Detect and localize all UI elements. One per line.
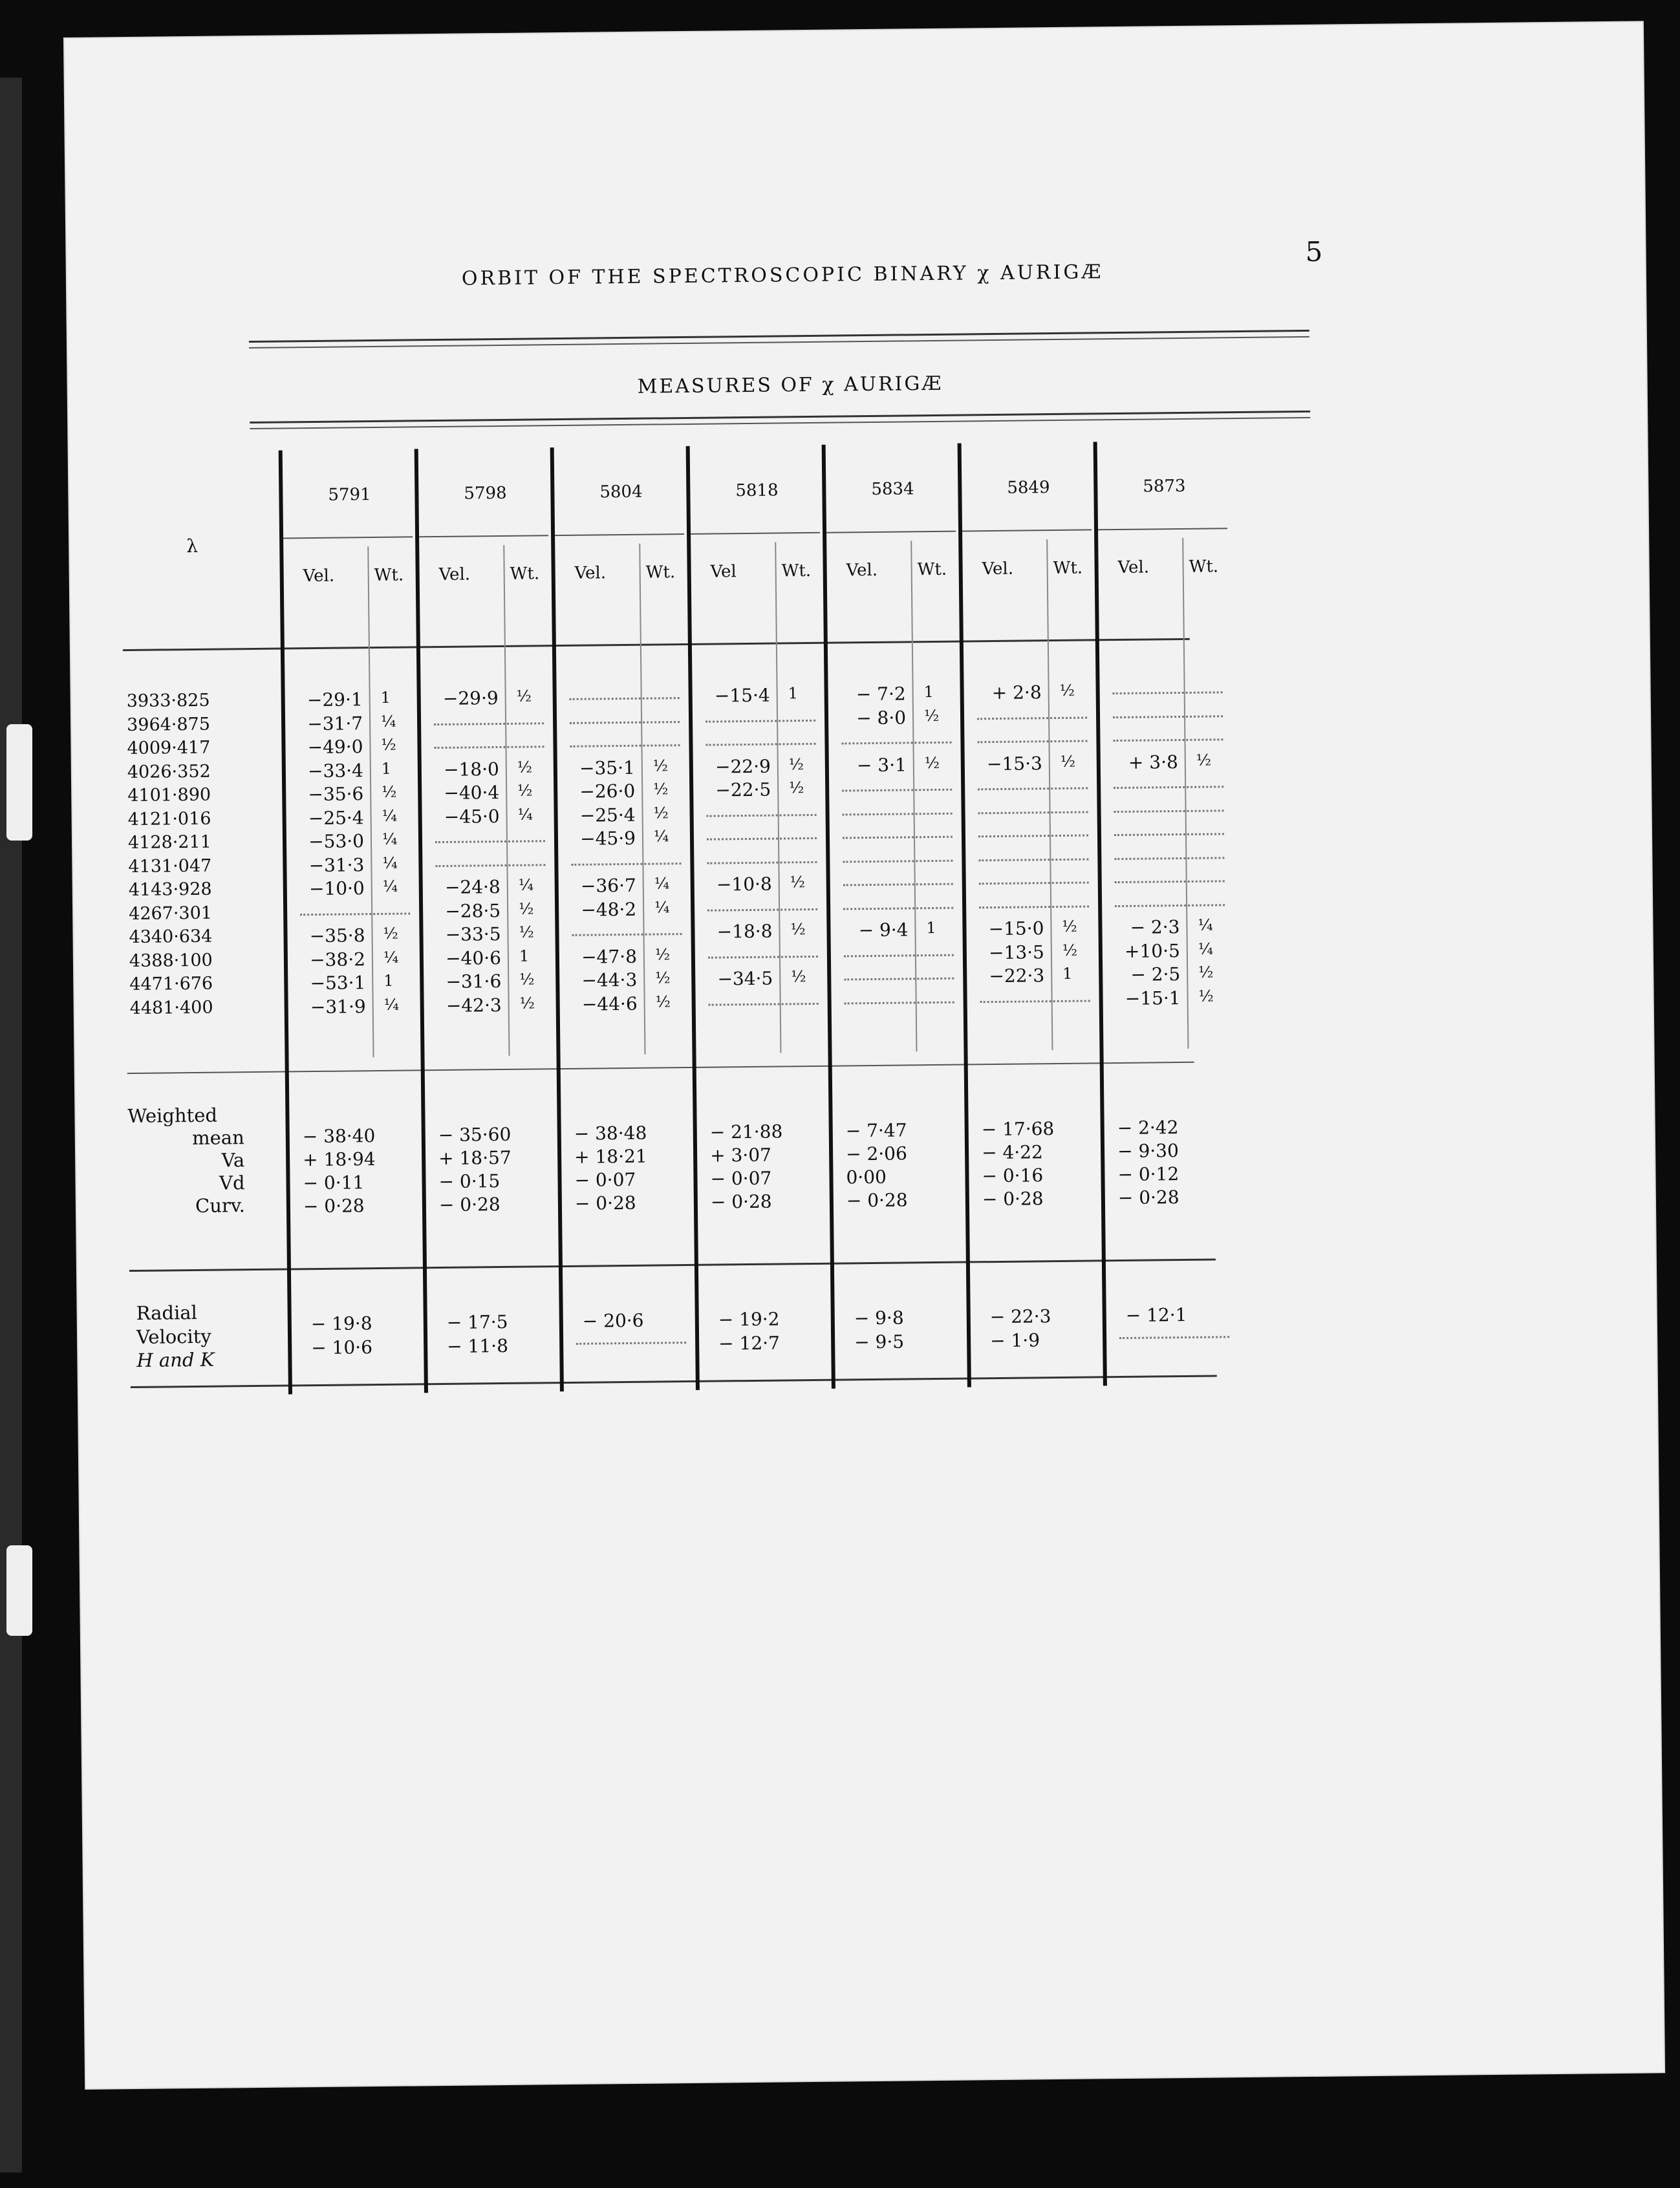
- radial-value: − 9·5: [854, 1331, 905, 1353]
- empty-cell-dots: [977, 716, 1087, 720]
- radial-value: − 12·1: [1125, 1303, 1187, 1326]
- velocity-cell: −47·8: [581, 945, 638, 968]
- plate-number: 5798: [464, 483, 507, 504]
- weight-cell: 1: [519, 947, 530, 965]
- empty-cell-dots: [576, 1342, 686, 1345]
- velocity-cell: − 8·0: [856, 706, 907, 729]
- empty-cell-dots: [843, 906, 953, 910]
- weight-cell: ½: [652, 756, 669, 775]
- rule-title: [250, 411, 1310, 424]
- empty-cell-dots: [978, 834, 1088, 837]
- empty-cell-dots: [1114, 786, 1223, 789]
- wavelength: 3933·825: [126, 690, 210, 712]
- velocity-cell: −29·9: [442, 687, 499, 709]
- radial-label: Radial: [136, 1301, 198, 1324]
- plate-number: 5873: [1143, 476, 1186, 497]
- plate-number: 5791: [328, 485, 371, 505]
- summary-value: − 0·11: [303, 1172, 365, 1194]
- velocity-cell: −34·5: [717, 967, 773, 990]
- empty-cell-dots: [845, 1001, 954, 1004]
- subheader-rule: [691, 532, 820, 535]
- empty-cell-dots: [300, 912, 410, 916]
- wavelength: 4471·676: [129, 973, 213, 995]
- weight-cell: 1: [923, 682, 934, 702]
- empty-cell-dots: [843, 836, 953, 839]
- column-divider: [279, 451, 292, 1395]
- weight-cell: ¼: [518, 875, 534, 894]
- weight-cell: ¼: [1198, 939, 1214, 958]
- summary-value: − 21·88: [709, 1121, 783, 1143]
- summary-label: mean: [191, 1126, 244, 1150]
- plate-number: 5834: [871, 479, 914, 499]
- velocity-cell: −24·8: [444, 876, 501, 898]
- weight-cell: ½: [654, 945, 671, 964]
- weight-cell: ½: [1198, 963, 1214, 981]
- weight-cell: 1: [380, 688, 391, 707]
- summary-value: − 35·60: [438, 1123, 512, 1146]
- velocity-cell: −44·6: [581, 992, 638, 1015]
- velocity-cell: −35·8: [309, 925, 365, 947]
- weight-cell: ½: [923, 706, 940, 725]
- velocity-cell: −28·5: [445, 899, 501, 922]
- vel-wt-divider: [1182, 538, 1189, 1049]
- summary-value: − 0·16: [982, 1164, 1044, 1187]
- lambda-header: λ: [186, 535, 199, 557]
- summary-value: + 18·94: [303, 1148, 376, 1171]
- subheader-rule: [1098, 528, 1227, 530]
- weight-cell: ½: [924, 753, 940, 772]
- velocity-cell: −18·8: [716, 920, 773, 943]
- weight-cell: ½: [517, 781, 533, 800]
- weight-cell: ½: [516, 687, 532, 705]
- radial-value: − 10·6: [311, 1336, 373, 1359]
- empty-cell-dots: [571, 863, 681, 866]
- summary-label: Weighted: [127, 1104, 218, 1128]
- weight-cell: ½: [518, 899, 534, 918]
- subheader-rule: [419, 535, 548, 537]
- velocity-cell: −13·5: [988, 941, 1045, 963]
- empty-cell-dots: [705, 743, 815, 746]
- rule-head-2: [249, 336, 1309, 349]
- empty-cell-dots: [570, 721, 680, 724]
- wt-header: Wt.: [374, 565, 404, 586]
- wavelength: 4121·016: [127, 808, 211, 830]
- velocity-cell: −10·8: [716, 873, 772, 896]
- subheader-rule: [555, 533, 684, 536]
- summary-value: − 7·47: [845, 1119, 907, 1142]
- subheader-rule: [962, 529, 1092, 531]
- velocity-cell: −40·4: [444, 782, 500, 804]
- summary-value: − 38·40: [302, 1125, 376, 1148]
- weight-cell: ½: [1196, 750, 1212, 769]
- column-divider: [686, 446, 700, 1390]
- vel-header: Vel.: [982, 559, 1014, 579]
- rule-after-summary: [129, 1258, 1216, 1272]
- weight-cell: ¼: [382, 830, 398, 848]
- wavelength: 4128·211: [127, 831, 212, 853]
- empty-cell-dots: [707, 813, 817, 817]
- empty-cell-dots: [978, 811, 1088, 814]
- velocity-cell: −25·4: [308, 806, 364, 829]
- vel-header: Vel.: [1117, 557, 1150, 577]
- vel-header: Vel.: [438, 564, 471, 585]
- velocity-cell: −26·0: [579, 780, 636, 802]
- weight-cell: ¼: [654, 874, 670, 893]
- velocity-cell: −15·1: [1125, 987, 1181, 1009]
- empty-cell-dots: [1114, 857, 1224, 860]
- empty-cell-dots: [1119, 1336, 1229, 1339]
- empty-cell-dots: [434, 745, 544, 749]
- rule-title-2: [250, 417, 1310, 429]
- summary-value: − 0·28: [846, 1189, 908, 1212]
- weight-cell: ½: [655, 992, 671, 1011]
- weight-cell: ¼: [1198, 916, 1213, 934]
- empty-cell-dots: [707, 837, 817, 841]
- summary-value: − 38·48: [574, 1122, 647, 1144]
- weight-cell: ½: [653, 780, 669, 799]
- empty-cell-dots: [709, 1002, 819, 1005]
- empty-cell-dots: [1115, 880, 1225, 883]
- weight-cell: ½: [517, 757, 533, 777]
- velocity-cell: −48·2: [581, 898, 637, 921]
- weight-cell: ¼: [380, 712, 396, 731]
- weight-cell: ¼: [383, 995, 400, 1014]
- weight-cell: 1: [383, 971, 394, 990]
- velocity-cell: −45·0: [444, 805, 500, 828]
- wavelength: 4101·890: [127, 784, 211, 806]
- velocity-cell: −22·9: [715, 755, 771, 778]
- wavelength: 4131·047: [128, 855, 212, 877]
- empty-cell-dots: [842, 789, 952, 792]
- summary-value: − 0·28: [1117, 1186, 1179, 1209]
- rule-head: [249, 330, 1309, 343]
- velocity-cell: + 2·8: [991, 681, 1042, 704]
- vel-wt-divider: [503, 545, 510, 1056]
- summary-label: Va: [221, 1149, 245, 1172]
- wavelength: 4481·400: [129, 997, 213, 1018]
- summary-value: − 2·06: [845, 1142, 908, 1165]
- empty-cell-dots: [707, 861, 817, 864]
- summary-value: − 0·15: [438, 1170, 501, 1193]
- velocity-cell: −38·2: [309, 948, 366, 971]
- empty-cell-dots: [844, 978, 954, 981]
- plate-number: 5849: [1007, 478, 1050, 498]
- wt-header: Wt.: [781, 561, 812, 581]
- empty-cell-dots: [843, 812, 953, 815]
- summary-value: − 0·28: [438, 1194, 501, 1216]
- weight-cell: ½: [1062, 917, 1077, 936]
- column-divider: [550, 447, 564, 1391]
- summary-value: − 0·12: [1117, 1163, 1179, 1186]
- weight-cell: ½: [519, 970, 535, 989]
- empty-cell-dots: [979, 881, 1089, 885]
- subheader-rule: [283, 536, 413, 539]
- velocity-cell: −15·3: [986, 752, 1042, 775]
- summary-value: − 2·42: [1117, 1117, 1179, 1139]
- velocity-cell: −53·1: [310, 972, 366, 994]
- wt-header: Wt.: [510, 564, 540, 584]
- column-divider: [1093, 442, 1107, 1386]
- weight-cell: ½: [383, 924, 398, 943]
- weight-cell: ¼: [382, 853, 398, 872]
- velocity-cell: −33·4: [307, 759, 364, 782]
- weight-cell: 1: [926, 918, 936, 938]
- empty-cell-dots: [1113, 691, 1223, 694]
- weight-cell: ½: [791, 967, 806, 986]
- weight-cell: ½: [790, 873, 806, 892]
- radial-value: − 19·8: [310, 1313, 372, 1335]
- summary-value: + 3·07: [709, 1144, 772, 1166]
- weight-cell: 1: [788, 684, 799, 703]
- velocity-cell: − 9·4: [858, 919, 909, 941]
- empty-cell-dots: [570, 697, 680, 700]
- wavelength: 4009·417: [127, 737, 211, 759]
- page-number: 5: [1305, 235, 1323, 268]
- velocity-cell: −22·3: [989, 965, 1045, 987]
- velocity-cell: −29·1: [307, 689, 363, 711]
- empty-cell-dots: [435, 840, 545, 843]
- empty-cell-dots: [979, 905, 1089, 908]
- velocity-cell: −22·5: [715, 778, 771, 801]
- weight-cell: ½: [655, 969, 671, 987]
- wt-header: Wt.: [645, 563, 676, 583]
- weight-cell: ½: [653, 803, 669, 822]
- weight-cell: ½: [790, 920, 806, 939]
- empty-cell-dots: [708, 955, 818, 958]
- velocity-cell: −35·1: [579, 756, 636, 779]
- weight-cell: ½: [519, 993, 535, 1013]
- velocity-cell: −36·7: [580, 874, 636, 897]
- weight-cell: ½: [788, 755, 804, 773]
- wt-header: Wt.: [917, 559, 947, 580]
- summary-value: − 0·28: [982, 1188, 1044, 1210]
- velocity-cell: +10·5: [1124, 939, 1181, 962]
- velocity-cell: −44·3: [581, 969, 638, 991]
- weight-cell: ½: [1198, 986, 1214, 1005]
- velocity-cell: −31·9: [310, 995, 366, 1018]
- weight-cell: 1: [1062, 964, 1073, 983]
- empty-cell-dots: [707, 908, 817, 911]
- velocity-cell: −31·7: [307, 712, 363, 735]
- vel-wt-divider: [367, 546, 374, 1057]
- summary-value: 0·00: [846, 1166, 887, 1188]
- table-title: MEASURES OF χ AURIGÆ: [637, 372, 943, 398]
- weight-cell: ¼: [383, 948, 399, 967]
- wavelength: 4340·634: [129, 926, 213, 948]
- wavelength: 4143·928: [128, 879, 212, 901]
- plate-number: 5804: [599, 482, 643, 502]
- wavelength: 4267·301: [129, 903, 213, 924]
- weight-cell: ½: [519, 923, 534, 941]
- summary-label: Vd: [219, 1172, 245, 1194]
- empty-cell-dots: [841, 742, 951, 745]
- empty-cell-dots: [980, 1000, 1090, 1003]
- weight-cell: ½: [1059, 681, 1075, 700]
- empty-cell-dots: [1115, 904, 1225, 907]
- empty-cell-dots: [1113, 715, 1223, 718]
- vel-header: Vel.: [846, 560, 878, 581]
- summary-value: − 9·30: [1117, 1140, 1179, 1163]
- weight-cell: ½: [1062, 941, 1078, 960]
- velocity-cell: −40·6: [445, 947, 502, 969]
- summary-value: − 0·28: [574, 1192, 636, 1214]
- weight-cell: ½: [382, 782, 397, 801]
- running-head: ORBIT OF THE SPECTROSCOPIC BINARY χ AURIGÆ: [461, 261, 1104, 290]
- velocity-cell: − 7·2: [856, 683, 906, 705]
- empty-cell-dots: [572, 933, 682, 936]
- column-divider: [958, 444, 971, 1388]
- vel-wt-divider: [1046, 539, 1053, 1050]
- summary-value: − 0·07: [710, 1167, 772, 1190]
- velocity-cell: −53·0: [308, 830, 365, 853]
- vel-header: Vel: [710, 562, 737, 582]
- radial-value: − 20·6: [582, 1309, 644, 1332]
- plate-number: 5818: [735, 480, 779, 501]
- scan-left-edge: [0, 78, 22, 2172]
- empty-cell-dots: [843, 883, 953, 886]
- vel-wt-divider: [775, 542, 781, 1053]
- summary-label: Curv.: [195, 1194, 246, 1217]
- empty-cell-dots: [978, 858, 1088, 861]
- empty-cell-dots: [1114, 810, 1224, 813]
- empty-cell-dots: [978, 787, 1088, 790]
- wavelength: 3964·875: [126, 714, 211, 735]
- summary-value: − 0·28: [710, 1190, 772, 1213]
- velocity-cell: −31·6: [446, 971, 502, 992]
- summary-value: + 18·21: [574, 1145, 647, 1168]
- subheader-rule: [826, 531, 956, 533]
- wt-header: Wt.: [1189, 557, 1219, 577]
- empty-cell-dots: [844, 954, 954, 957]
- velocity-cell: −31·3: [308, 853, 365, 876]
- empty-cell-dots: [1113, 738, 1223, 742]
- velocity-cell: −42·3: [446, 994, 502, 1016]
- empty-cell-dots: [705, 719, 815, 722]
- empty-cell-dots: [434, 722, 544, 725]
- weight-cell: ¼: [382, 806, 398, 825]
- velocity-cell: −35·6: [308, 783, 364, 806]
- weight-cell: 1: [381, 759, 392, 778]
- radial-value: − 1·9: [989, 1329, 1040, 1352]
- empty-cell-dots: [1114, 833, 1224, 836]
- weight-cell: ½: [1060, 752, 1076, 771]
- velocity-cell: −15·4: [714, 684, 770, 707]
- radial-value: − 22·3: [989, 1305, 1051, 1328]
- vel-wt-divider: [910, 541, 917, 1051]
- radial-value: − 19·2: [718, 1308, 780, 1331]
- wavelength: 4026·352: [127, 761, 211, 782]
- velocity-cell: −49·0: [307, 736, 363, 758]
- empty-cell-dots: [843, 859, 953, 863]
- vel-header: Vel.: [303, 566, 335, 586]
- radial-value: − 17·5: [446, 1311, 508, 1333]
- rule-after-radial: [131, 1375, 1217, 1388]
- weight-cell: ½: [789, 778, 804, 797]
- vel-wt-divider: [639, 544, 645, 1055]
- radial-label: Velocity: [136, 1325, 211, 1348]
- velocity-cell: −10·0: [308, 877, 365, 900]
- document-page: [65, 22, 1664, 2088]
- weight-cell: ¼: [653, 827, 669, 846]
- empty-cell-dots: [977, 740, 1087, 743]
- velocity-cell: −25·4: [579, 804, 636, 826]
- summary-value: − 0·07: [574, 1168, 636, 1191]
- column-divider: [822, 445, 835, 1389]
- velocity-cell: −18·0: [443, 758, 500, 780]
- summary-value: − 4·22: [981, 1141, 1044, 1164]
- vel-header: Vel.: [574, 563, 607, 583]
- empty-cell-dots: [570, 744, 680, 747]
- wavelength: 4388·100: [129, 950, 213, 971]
- weight-cell: ¼: [654, 897, 670, 917]
- radial-value: − 12·7: [718, 1332, 781, 1355]
- weight-cell: ½: [381, 735, 396, 754]
- wt-header: Wt.: [1053, 558, 1083, 579]
- radial-value: − 11·8: [447, 1335, 509, 1357]
- summary-value: + 18·57: [438, 1146, 512, 1170]
- radial-value: − 9·8: [854, 1307, 904, 1329]
- empty-cell-dots: [435, 864, 545, 867]
- summary-value: − 17·68: [981, 1118, 1055, 1141]
- summary-value: − 0·28: [303, 1195, 365, 1217]
- weight-cell: ¼: [382, 877, 398, 896]
- column-divider: [415, 449, 428, 1393]
- velocity-cell: − 3·1: [856, 753, 907, 776]
- velocity-cell: −45·9: [580, 827, 636, 850]
- velocity-cell: − 2·3: [1130, 916, 1180, 938]
- velocity-cell: − 2·5: [1130, 963, 1181, 985]
- weight-cell: ¼: [517, 804, 533, 824]
- radial-label: H and K: [136, 1348, 215, 1371]
- velocity-cell: + 3·8: [1128, 751, 1178, 773]
- velocity-cell: −15·0: [988, 917, 1044, 940]
- velocity-cell: −33·5: [445, 923, 501, 945]
